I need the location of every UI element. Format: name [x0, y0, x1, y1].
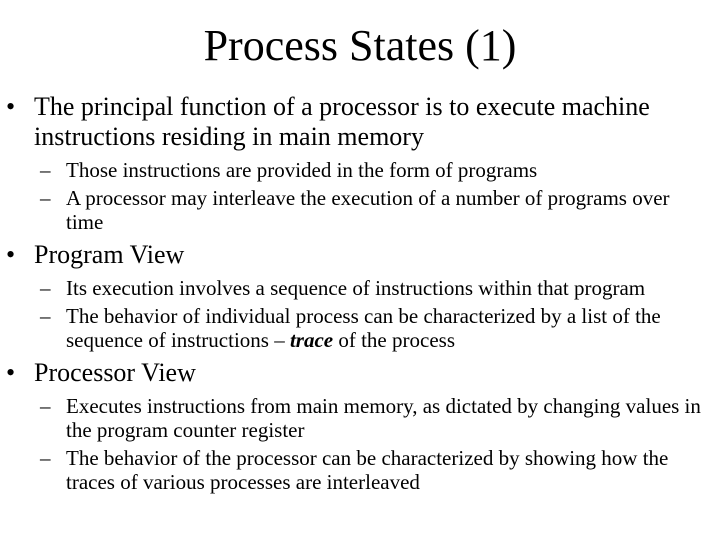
bullet-text: Program View — [34, 240, 185, 269]
dash-icon: – — [40, 158, 51, 182]
bullet-text: The principal function of a processor is to execute machine instructions residing in main memory — [34, 92, 650, 151]
sub-item — [0, 186, 720, 234]
sub-item-text-before: The behavior of individual process can be characterized by a list of the sequence of instructions – — [66, 304, 661, 352]
sub-item-text: Its execution involves a sequence of instructions within that program — [66, 276, 646, 300]
sub-item-text: The behavior of the processor can be characterized by showing how the traces of various processes are interleaved — [66, 446, 669, 494]
sub-item-text-after: of the process — [333, 328, 455, 352]
sub-item — [0, 276, 720, 300]
bullet-text: Processor View — [34, 358, 196, 387]
sub-item — [0, 394, 720, 442]
dash-icon: – — [40, 446, 51, 470]
sub-item — [0, 158, 720, 182]
sub-item — [0, 446, 720, 494]
sub-item — [0, 304, 720, 352]
dash-icon: – — [40, 304, 51, 328]
sub-list — [0, 158, 720, 234]
sub-list — [0, 276, 720, 352]
dash-icon: – — [40, 186, 51, 210]
sub-item-text: A processor may interleave the execution of a number of programs over time — [66, 186, 670, 234]
slide-title: Process States (1) — [203, 21, 517, 70]
bullet-icon: • — [6, 240, 16, 269]
sub-list — [0, 394, 720, 494]
bullet-program-view — [0, 240, 720, 270]
bullet-processor-view — [0, 358, 720, 388]
trace-emphasis: trace — [289, 328, 334, 352]
bullet-icon: • — [6, 358, 16, 387]
sub-item-text: Those instructions are provided in the form of programs — [66, 158, 538, 182]
bullet-principal-function — [0, 92, 720, 152]
bullet-icon: • — [6, 92, 16, 121]
slide-content — [0, 92, 720, 500]
sub-item-text: Executes instructions from main memory, as dictated by changing values in the program counter register — [66, 394, 701, 442]
dash-icon: – — [40, 276, 51, 300]
dash-icon: – — [40, 394, 51, 418]
